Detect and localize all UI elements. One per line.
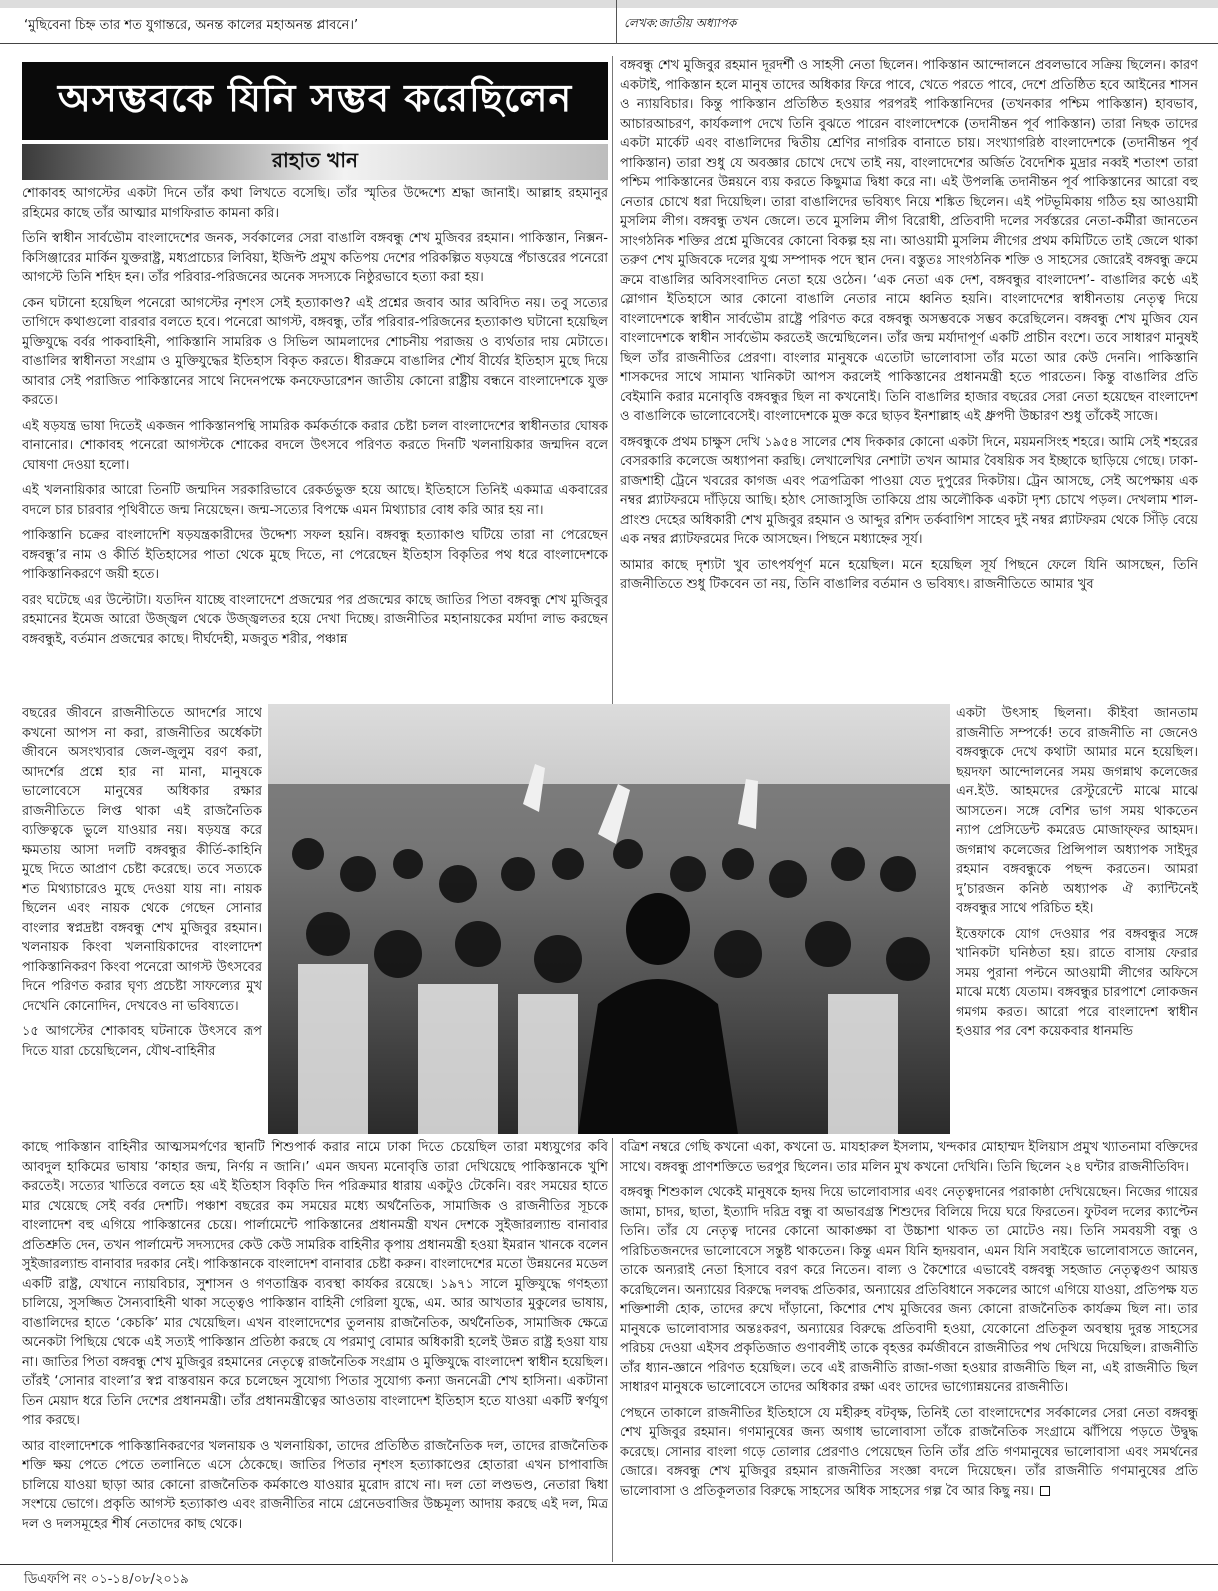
paragraph: আমার কাছে দৃশ্যটা খুব তাৎপর্যপূর্ণ মনে হয়েছিল। মনে হয়েছিল সূর্য পিছনে ফেলে যিনি আসছেন, তিনি রাজনীতিতে শুধু টিকবেন তা নয়, তিনি বাঙালির বর্তমান ও ভবিষ্যৎ। রাজনীতিতে আমার খুব — [620, 557, 1198, 592]
paragraph: বঙ্গবন্ধুকে প্রথম চাক্ষুস দেখি ১৯৫৪ সালের শেষ দিককার কোনো একটা দিনে, ময়মনসিংহ শহরে। আমি সেই শহরের বেসরকারি কলেজে অধ্যাপনা করছি। লেখালেখির নেশাটা তখন আমার বৈষয়িক সব ইচ্ছাকে ছাড়িয়ে গেছে। ঢাকা-রাজশাহী ট্রেনে খবরের কাগজ এবং পত্রপত্রিকা পাওয়া যেত দুপুরের দিকটায়। ট্রেন আসছে, সেই অপেক্ষায় এক নম্বর প্ল্যাটফরমে দাঁড়িয়ে আছি। হঠাৎ সোজাসুজি তাকিয়ে প্রায় অলৌকিক একটা দৃশ্য চোখে পড়ল। দেখলাম শাল-প্রাংশু দেহের অধিকারী শেখ মুজিবুর রহমান ও আব্দুর রশিদ তর্কবাগিশ সাহেব দুই নম্বর প্ল্যাটফরম থেকে সিঁড়ি বেয়ে এক নম্বর প্ল্যাটফরমের দিকে আসছেন। পিছনে মধ্যাহ্নের সূর্য। — [620, 434, 1198, 547]
top-divider — [616, 0, 617, 44]
paragraph: এই খলনায়িকার আরো তিনটি জন্মদিন সরকারিভাবে রেকর্ডভুক্ত হয়ে আছে। ইতিহাসে তিনিই একমাত্র একবারের বদলে চার চারবার পৃথিবীতে জন্ম নিয়েছেন। জন্ম-সত্যের বিপক্ষে এমন মিথ্যাচার বোধ করি আর হয় না। — [22, 483, 608, 518]
right-bottom-column — [620, 1138, 1198, 1562]
column-divider-bottom — [612, 1138, 613, 1562]
footer-bar — [0, 1564, 1218, 1591]
paragraph: আর বাংলাদেশকে পাকিস্তানিকরণের খলনায়ক ও খলনায়িকা, তাদের প্রতিষ্ঠিত রাজনৈতিক দল, তাদের রাজনৈতিক শক্তি ক্ষয় পেতে পেতে তলানিতে এসে ঠেকেছে। জাতির পিতার নৃশংস হত্যাকাণ্ডের হোতারা এখন চাপাবাজি চালিয়ে যাওয়া ছাড়া আর কোনো রাজনৈতিক কর্মকাণ্ডে যাওয়ার মুরোদ রাখে না। দল তো লণ্ডভণ্ড, নেতারা দ্বিধা সংশয়ে ভোগে। প্রকৃতি আগস্ট হত্যাকাণ্ড এবং রাজনীতির নামে গ্রেনেডবাজির উচ্চমূল্য আদায় করছে এই দল, মিত্র দল ও দলসমূহের শীর্ষ নেতাদের কাছ থেকে। — [22, 1438, 608, 1532]
paragraph-text: পেছনে তাকালে রাজনীতির ইতিহাসে যে মহীরুহ বটবৃক্ষ, তিনিই তো বাংলাদেশের সর্বকালের সেরা নেতা বঙ্গবন্ধু শেখ মুজিবুর রহমান। গণমানুষের জন্য অগাধ ভালোবাসা তাঁকে রাজনৈতিক সংগ্রামে ঝাঁপিয়ে পড়তে উদ্বুদ্ধ করেছে। সোনার বাংলা গড়ে তোলার প্রেরণাও পেয়েছেন তিনি তাঁর প্রতি গণমানুষের ভালোবাসা এবং সমর্থনের জোরে। বঙ্গবন্ধু শেখ মুজিবুর রহমান রাজনীতির সংজ্ঞা বদলে দিয়েছেন। তাঁর রাজনীতি গণমানুষের প্রতি ভালোবাসা ও প্রতিকূলতার বিরুদ্ধে সাহসের অধিক সাহসের গল্প বৈ আর কিছু নয়। — [620, 1405, 1198, 1499]
left-column — [22, 184, 608, 704]
footer-dfp-code: ডিএফপি নং ০১-১৪/০৮/২০১৯ — [24, 1572, 189, 1587]
paragraph: পাকিস্তানি চক্রের বাংলাদেশি ষড়যন্ত্রকারীদের উদ্দেশ্য সফল হয়নি। বঙ্গবন্ধু হত্যাকাণ্ড ঘটিয়ে তারা না পেরেছেন বঙ্গবন্ধু’র নাম ও কীর্তি ইতিহাসের পাতা থেকে মুছে দিতে, না পেরেছেন ইতিহাস বিকৃতির পথ ধরে বাংলাদেশকে পাকিস্তানিকরণে জয়ী হতে। — [22, 528, 608, 582]
paragraph: বঙ্গবন্ধু শেখ মুজিবুর রহমান দূরদর্শী ও সাহসী নেতা ছিলেন। পাকিস্তান আন্দোলনে প্রবলভাবে সক্রিয় ছিলেন। কারণ একটাই, পাকিস্তান হলে মানুষ তাদের অধিকার ফিরে পাবে, খেতে পরতে পাবে, দেশে প্রতিষ্ঠিত হবে আইনের শাসন ও ন্যায়বিচার। কিন্তু পাকিস্তান প্রতিষ্ঠিত হওয়ার পরপরই পাকিস্তানিদের (তখনকার পশ্চিম পাকিস্তান) হাবভাব, আচারআচরণ, কার্যকলাপ দেখে তিনি বুঝতে পারেন বাংলাদেশকে (তদানীন্তন পূর্ব পাকিস্তান) তারা নিছক তাদের একটা মার্কেট এবং বাঙালিদের দ্বিতীয় শ্রেণির নাগরিক বানাতে চায়। সংখ্যাগরিষ্ঠ বাংলাদেশকে (তদানীন্তন পূর্ব পাকিস্তান) তারা শুধু যে অবজ্ঞার চোখে দেখে তাই নয়, বাংলাদেশের অর্জিত বৈদেশিক মুদ্রার নব্বই শতাংশ তারা পশ্চিম পাকিস্তানের উন্নয়নে ব্যয় করতে কিছুমাত্র দ্বিধা করে না। এই উপলব্ধি তদানীন্তন পূর্ব পাকিস্তানের আরো বহু নেতার চোখে ধরা দিয়েছিল। তারা বাঙালিদের ভবিষ্যৎ নিয়ে শঙ্কিত ছিলেন। এই পটভূমিকায় গঠিত হয় আওয়ামী মুসলিম লীগ। বঙ্গবন্ধু তখন জেলে। তবে মুসলিম লীগ বিরোধী, প্রতিবাদী দলের সর্বস্তরের নেতা-কর্মীরা জানতেন সাংগঠনিক শক্তির প্রশ্নে মুজিবের কোনো বিকল্প হয় না। আওয়ামী মুসলিম লীগের প্রথম কমিটিতে তাই জেলে থাকা তরুণ শেখ মুজিবকে দলের যুগ্ম সম্পাদক পদে স্থান দেন। বস্তুতঃ সাংগঠনিক শক্তি ও সাহসের জোরেই বঙ্গবন্ধু ক্রমে ক্রমে বাঙালির অবিসংবাদিত নেতা হয়ে ওঠেন। ‘এক নেতা এক দেশ, বঙ্গবন্ধুর বাংলাদেশ’- বাঙালির কণ্ঠে এই স্লোগান ইতিহাসে আর কোনো বাঙালি নেতার নামে ধ্বনিত হয়নি। বাংলাদেশের স্বাধীনতায় নেতৃত্ব দিয়ে বাংলাদেশকে স্বাধীন সার্বভৌম রাষ্ট্রে পরিণত করে বঙ্গবন্ধু অসম্ভবকে সম্ভব করেছিলেন। বঙ্গবন্ধু শেখ মুজিব যেন বাংলাদেশকে স্বাধীন সার্বভৌম করতেই জন্মেছিলেন। তাঁর জন্ম মর্যাদাপূর্ণ একটি প্রাচীন বংশে। তবে সাধারণ মানুষই ছিল তাঁর রাজনীতির প্রেরণা। বাংলার মানুষকে এতোটা ভালোবাসা তাঁর মতো আর কেউ দেননি। পাকিস্তানি শাসকদের সাথে সামান্য খানিকটা আপস করলেই পাকিস্তানের প্রধানমন্ত্রী হতে পারতেন। কিন্তু বাঙালির প্রতি বেইমানি করার মনোবৃত্তি বঙ্গবন্ধুর ছিল না কখনোই। তিনি বাঙালির হাজার বছরের সেরা নেতা হয়েছেন বাংলাদেশ ও বাঙালিকে ভালোবেসেই। বাংলাদেশকে মুক্ত করে ছাড়ব ইনশাল্লাহ এই ধ্রুপদী উচ্চারণ শুধু তাঁকেই সাজে। — [620, 58, 1198, 424]
paragraph: ১৫ আগস্টের শোকাবহ ঘটনাকে উৎসবে রূপ দিতে যারা চেয়েছিলেন, যৌথ-বাহিনীর — [22, 1024, 262, 1059]
top-author-note: লেখক:জাতীয় অধ্যাপক — [624, 16, 737, 30]
left-narrow-column — [22, 704, 262, 1138]
top-strip — [0, 0, 1218, 44]
paragraph: বঙ্গবন্ধু শিশুকাল থেকেই মানুষকে হৃদয় দিয়ে ভালোবাসার এবং নেতৃত্বদানের পরাকাষ্ঠা দেখিয়েছেন। নিজের গায়ের জামা, চাদর, ছাতা, ইত্যাদি দরিদ্র বন্ধু বা অভাবগ্রস্ত শিশুদের বিলিয়ে দিয়ে ঘরে ফিরতেন। ফুটবল দলের ক্যাপ্টেন তিনি। তাঁর যে নেতৃত্ব দানের কোনো আকাঙ্ক্ষা বা উচ্চাশা থাকত তা মোটেও নয়। তিনি সমবয়সী বন্ধু ও পরিচিতজনদের ভালোবেসে সন্তুষ্ট থাকতেন। কিন্তু এমন যিনি হৃদয়বান, এমন যিনি সবাইকে ভালোবাসতে জানেন, তাকে অন্যরাই নেতা হিসাবে বরণ করে নিতেন। বাল্য ও কৈশোরে এভাবেই বঙ্গবন্ধু সহজাত নেতৃত্বগুণ আয়ত্ত করেছিলেন। অন্যায়ের বিরুদ্ধে দলবদ্ধ প্রতিকার, অন্যায়ের প্রতিবিধানে সকলের আগে এগিয়ে যাওয়া, প্রতিপক্ষ যত শক্তিশালী হোক, তাদের রুখে দাঁড়ানো, কিশোর শেখ মুজিবের জন্য কোনো রাজনৈতিক কার্যক্রম ছিল না। তার মানুষকে ভালোবাসার অন্তঃকরণ, অন্যায়ের বিরুদ্ধে প্রতিবাদী হওয়া, যেকোনো প্রতিকূল অবস্থায় দুরন্ত সাহসের পরিচয় দেওয়া এইসব প্রকৃতিজাত গুণাবলীই তাকে বৃহত্তর কর্মজীবনে রাজনীতির পথ দেখিয়ে দিয়েছিল। রাজনীতি তাঁর ধ্যান-জ্ঞানে পরিণত হয়েছিল। তবে এই রাজনীতি রাজা-গজা হওয়ার রাজনীতি ছিল না, এই রাজনীতি ছিল সাধারণ মানুষকে ভালোবেসে তাদের অধিকার রক্ষা এবং তাদের ভাগ্যোন্নয়নের রাজনীতি। — [620, 1185, 1198, 1395]
paragraph — [620, 1404, 1198, 1502]
paragraph: বরং ঘটেছে এর উল্টোটা। যতদিন যাচ্ছে বাংলাদেশে প্রজন্মের পর প্রজন্মের কাছে জাতির পিতা বঙ্গবন্ধু শেখ মুজিবুর রহমানের ইমেজ আরো উজ্জ্বল থেকে উজ্জ্বলতর হয়ে দেখা দিচ্ছে। রাজনীতির মহানায়কের মর্যাদা লাভ করছেন বঙ্গবন্ধুই, বর্তমান প্রজন্মের কাছে। দীর্ঘদেহী, মজবুত শরীর, পঞ্চান্ন — [22, 592, 608, 647]
left-bottom-column — [22, 1138, 608, 1562]
article-title: অসম্ভবকে যিনি সম্ভব করেছিলেন — [22, 62, 608, 140]
paragraph: এই ষড়যন্ত্র ভাষা দিতেই একজন পাকিস্তানপন্থি সামরিক কর্মকর্তাকে করার চেষ্টা চলল বাংলাদেশের স্বাধীনতার ঘোষক বানানোর। শোকাবহ পনেরো আগস্টকে শোকের বদলে উৎসবে পরিণত করতে দিনটি খলনায়িকার জন্মদিন বলে ঘোষণা দেওয়া হলো। — [22, 418, 608, 473]
paragraph: তিনি স্বাধীন সার্বভৌম বাংলাদেশের জনক, সর্বকালের সেরা বাঙালি বঙ্গবন্ধু শেখ মুজিবর রহমান। পাকিস্তান, নিক্সন-কিসিঞ্জারের মার্কিন যুক্তরাষ্ট্র, মধ্যপ্রাচ্যের লিবিয়া, ইজিপ্ট প্রমুখ কতিপয় দেশের পরিকল্পিত ষড়যন্ত্রে পঁচাত্তরের পনেরো আগস্টে তিনি শহিদ হন। তাঁর পরিবার-পরিজনের অনেক সদস্যকে নিষ্ঠুরভাবে হত্যা করা হয়। — [22, 231, 608, 285]
paragraph: শোকাবহ আগস্টের একটা দিনে তাঁর কথা লিখতে বসেছি। তাঁর স্মৃতির উদ্দেশ্যে শ্রদ্ধা জানাই। আল্লাহ রহমানুর রহিমের কাছে তাঁর আত্মার মাগফিরাত কামনা করি। — [22, 186, 608, 221]
article-author: রাহাত খান — [22, 144, 608, 180]
paragraph: বছরের জীবনে রাজনীতিতে আদর্শের সাথে কখনো আপস না করা, রাজনীতির অর্ধেকটা জীবনে অসংখ্যবার জেল-জুলুম বরণ করা, আদর্শের প্রশ্নে হার না মানা, মানুষকে ভালোবেসে মানুষের অধিকার রক্ষার রাজনীতিতে লিপ্ত থাকা এই রাজনৈতিক ব্যক্তিত্বকে ভুলে যাওয়ার নয়। ষড়যন্ত্র করে ক্ষমতায় আসা দলটি বঙ্গবন্ধুর কীর্তি-কাহিনি মুছে দিতে আপ্রাণ চেষ্টা করেছে। তবে সত্যকে শত মিথ্যাচারেও মুছে দেওয়া যায় না। নায়ক ছিলেন এবং নায়ক থেকে গেছেন সোনার বাংলার স্বপ্নদ্রষ্টা বঙ্গবন্ধু শেখ মুজিবুর রহমান। খলনায়ক কিংবা খলনায়িকাদের বাংলাদেশ পাকিস্তানিকরণ কিংবা পনেরো আগস্ট উৎসবের দিনে পরিণত করার ঘৃণ্য প্রচেষ্টা সাফল্যের মুখ দেখেনি কোনোদিন, দেখবেও না ভবিষ্যতে। — [22, 706, 262, 1014]
bangabandhu-crowd-photo — [268, 704, 950, 1134]
paragraph: বত্রিশ নম্বরে গেছি কখনো একা, কখনো ড. মাযহারুল ইসলাম, খন্দকার মোহাম্মদ ইলিয়াস প্রমুখ খ্যাতনামা বক্তিদের সাথে। বঙ্গবন্ধু প্রাণশক্তিতে ভরপুর ছিলেন। তার মলিন মুখ কখনো দেখিনি। তিনি ছিলেন ২৪ ঘন্টার রাজনীতিবিদ। — [620, 1140, 1198, 1175]
paragraph: ইত্তেফাকে যোগ দেওয়ার পর বঙ্গবন্ধুর সঙ্গে খানিকটা ঘনিষ্ঠতা হয়। রাতে বাসায় ফেরার সময় পুরানা পল্টনে আওয়ামী লীগের অফিসে মাঝে মধ্যে যেতাম। বঙ্গবন্ধুর চারপাশে লোকজন গমগম করত। আরো পরে বাংলাদেশ স্বাধীন হওয়ার পর বেশ কয়েকবার ধানমন্ডি — [956, 926, 1198, 1039]
right-narrow-column — [956, 704, 1198, 1134]
column-divider — [612, 56, 613, 704]
right-column — [620, 56, 1198, 704]
paragraph: একটা উৎসাহ ছিলনা। কীইবা জানতাম রাজনীতি সম্পর্কে! তবে রাজনীতি না জেনেও বঙ্গবন্ধুকে দেখে কথাটা আমার মনে হয়েছিল। ছয়দফা আন্দোলনের সময় জগন্নাথ কলেজের এন.ইউ. আহমদের রেস্টুরেন্টে মাঝে মাঝে আসতেন। সঙ্গে বেশির ভাগ সময় থাকতেন ন্যাপ প্রেসিডেন্ট কমরেড মোজাফ্ফর আহমদ। জগন্নাথ কলেজের প্রিন্সিপাল অধ্যাপক সাইদুর রহমান বঙ্গবন্ধুকে পছন্দ করতেন। আমরা দু’চারজন কনিষ্ঠ অধ্যাপক ঐ ক্যান্টিনেই বঙ্গবন্ধুর সাথে পরিচিত হই। — [956, 706, 1198, 916]
top-quote: ‘মুছিবেনা চিহ্ন তার শত যুগান্তরে, অনন্ত কালের মহাঅনন্ত প্লাবনে।’ — [24, 18, 359, 33]
end-mark-icon — [1040, 1486, 1050, 1496]
paragraph: কেন ঘটানো হয়েছিল পনেরো আগস্টের নৃশংস সেই হত্যাকাণ্ড? এই প্রশ্নের জবাব আর অবিদিত নয়। তবু সত্যের তাগিদে কথাগুলো বারবার বলতে হবে। পনেরো আগস্ট, বঙ্গবন্ধু, তাঁর পরিবার-পরিজনের হত্যাকাণ্ড ঘটানো হয়েছিল মুক্তিযুদ্ধে বর্বর পাকবাহিনী, পাকিস্তানি সামরিক ও সিভিল আমলাদের শোচনীয় পরাজয় ও ব্যর্থতার দায় মেটাতে। বাঙালির স্বাধীনতা সংগ্রাম ও মুক্তিযুদ্ধের ইতিহাস বিকৃত করতে। ধীরক্রমে বাঙালির শৌর্য বীর্যের ইতিহাস মুছে দিয়ে আবার সেই পরাজিত পাকিস্তানের সাথে নিদেনপক্ষে কনফেডারেশন জাতীয় কোনো রাষ্ট্রীয় বন্ধনে বাংলাদেশকে যুক্ত করতে। — [22, 295, 608, 408]
paragraph: কাছে পাকিস্তান বাহিনীর আত্মসমর্পণের স্থানটি শিশুপার্ক করার নামে ঢাকা দিতে চেয়েছিল তারা মধ্যযুগের কবি আবদুল হাকিমের ভাষায় ‘কাহার জন্ম, নির্ণয় ন জানি।’ এমন জঘন্য মনোবৃত্তি তারা দেখিয়েছে পাকিস্তানকে খুশি করতেই। সত্যের খাতিরে বলতে হয় এই ইতিহাস বিকৃতি দিন পরিক্রমার ধারায় একটুও টেকেনি। বরং সময়ের হাতে মার খেয়েছে সেই বর্বর দেশটি। পঞ্চাশ বছরের কম সময়ের মধ্যে অর্থনৈতিক, সামাজিক ও রাজনীতির সূচকে বাংলাদেশ বহু এগিয়ে পাকিস্তানের চেয়ে। পার্লামেন্টে পাকিস্তানের প্রধানমন্ত্রী যখন দেশকে সুইজারল্যান্ড বানাবার প্রতিশ্রুতি দেন, তখন পার্লামেন্ট সদস্যদের কেউ কেউ সামরিক বাহিনীর কৃপায় প্রধানমন্ত্রী হওয়া ইমরান খানকে বলেন সুইজারল্যান্ড বানাবার দরকার নেই। পাকিস্তানকে বাংলাদেশ বানাবার চেষ্টা করুন। বাংলাদেশের মতো উন্নয়নের মডেল একটি রাষ্ট্র, যেখানে ন্যায়বিচার, সুশাসন ও গণতান্ত্রিক ব্যবস্থা কার্যকর রয়েছে। ১৯৭১ সালে মুক্তিযুদ্ধে গণহত্যা চালিয়ে, সুসজ্জিত সৈন্যবাহিনী থাকা সত্ত্বেও পাকিস্তান বাহিনী গেরিলা যুদ্ধে, এম. আর আখতার মুকুলের ভাষায়, বাঙালিদের হাতে ‘কেচকি’ মার খেয়েছিল। এখন বাংলাদেশের তুলনায় রাজনৈতিক, অর্থনৈতিক, সামাজিক ক্ষেত্রে অনেকটা পিছিয়ে থেকে এই সত্যই পাকিস্তান প্রতিষ্ঠা করছে যে পরমাণু বোমার অধিকারী হলেই উন্নত রাষ্ট্র হওয়া যায় না। জাতির পিতা বঙ্গবন্ধু শেখ মুজিবুর রহমানের নেতৃত্বে রাজনৈতিক সংগ্রাম ও মুক্তিযুদ্ধে বাংলাদেশ স্বাধীন হয়েছিল। তাঁরই ‘সোনার বাংলা’র স্বপ্ন বাস্তবায়ন করে চলেছেন সুযোগ্য পিতার সুযোগ্য কন্যা জননেত্রী শেখ হাসিনা। একটানা তিন মেয়াদ ধরে তিনি দেশের প্রধানমন্ত্রী। তাঁর প্রধানমন্ত্রীত্বের আওতায় বাংলাদেশ ইতিহাস হতে যাওয়া একটি স্বর্ণযুগ পার করছে। — [22, 1140, 608, 1428]
photo-illustration — [268, 704, 950, 1134]
